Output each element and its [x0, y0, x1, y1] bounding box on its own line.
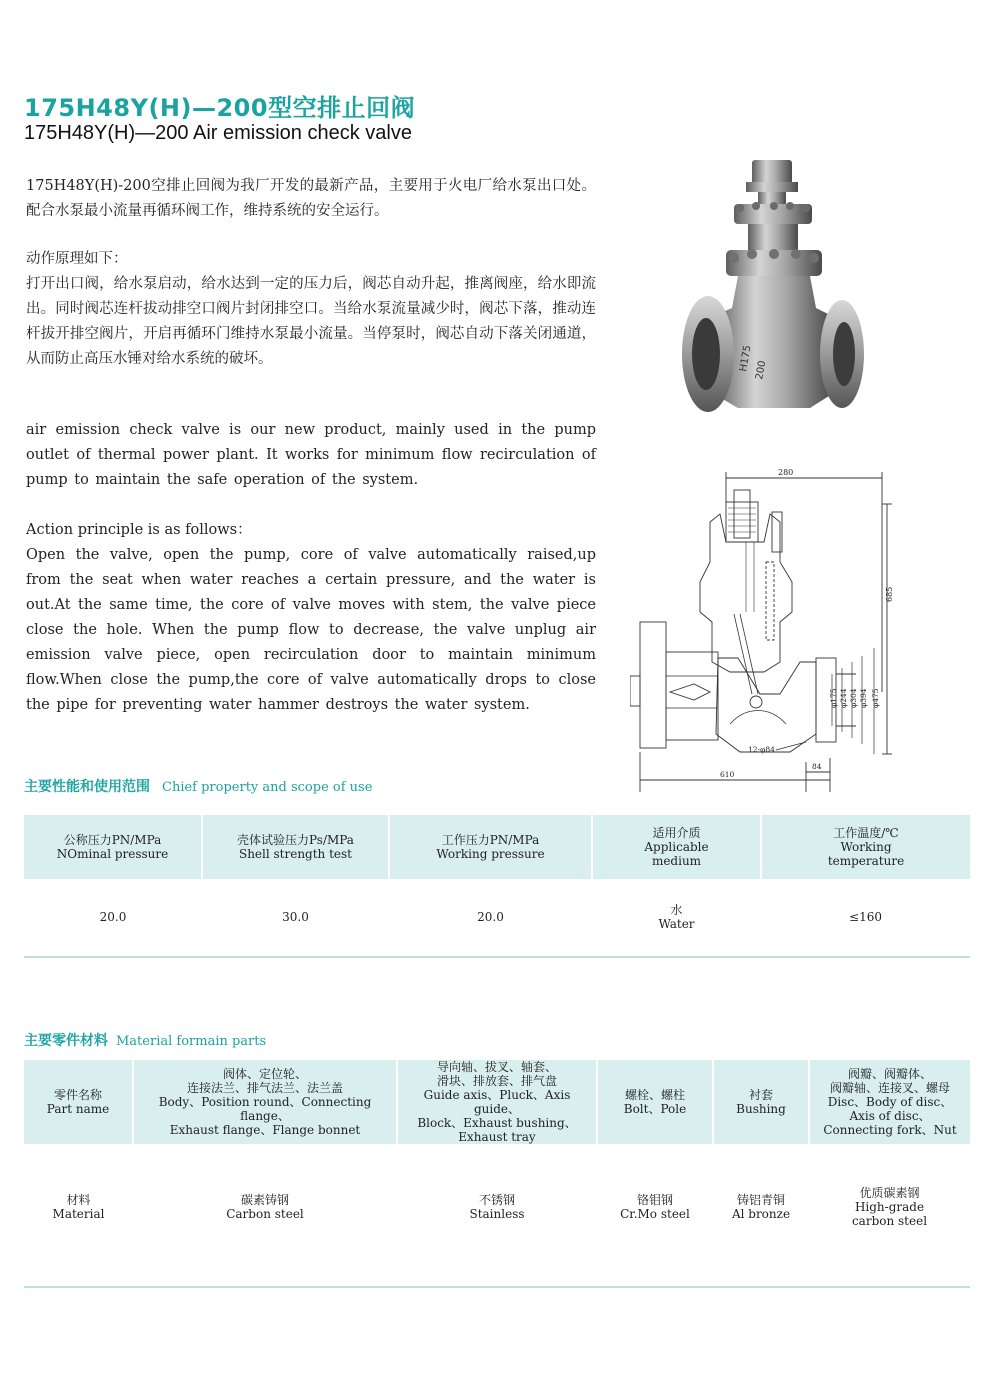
svg-text:200: 200 — [754, 359, 769, 381]
header-working-pressure: 工作压力PN/MPa Working pressure — [389, 815, 592, 879]
header-nominal-pressure: 公称压力PN/MPa NOminal pressure — [24, 815, 202, 879]
svg-text:H175: H175 — [738, 344, 754, 373]
value-working-pressure: 20.0 — [477, 910, 504, 924]
header-disc-parts: 阀瓣、阀瓣体、 阀瓣轴、连接叉、螺母 Disc、Body of disc、 Axis of disc、 Connecting fork、Nut — [809, 1060, 970, 1144]
materials-heading-en: Material formain parts — [116, 1034, 267, 1049]
page-title-cn: 175H48Y(H)—200型空排止回阀 — [24, 94, 416, 122]
header-shell-test: 壳体试验压力Ps/MPa Shell strength test — [202, 815, 389, 879]
value-material-label: 材料 Material — [52, 1193, 105, 1221]
properties-heading — [24, 776, 372, 796]
divider — [24, 1286, 970, 1288]
dim-d475: φ475 — [871, 688, 880, 708]
value-medium: 水 Water — [658, 903, 695, 931]
dim-84: 84 — [812, 762, 822, 771]
value-shell-test: 30.0 — [282, 910, 309, 924]
dim-280: 280 — [778, 468, 794, 477]
dim-685: 685 — [885, 586, 894, 602]
dim-d175: φ175 — [829, 688, 838, 708]
value-temperature: ≤160 — [849, 910, 882, 924]
divider — [24, 956, 970, 958]
header-part-name: 零件名称 Part name — [24, 1060, 133, 1144]
properties-table — [24, 815, 970, 955]
properties-heading-en: Chief property and scope of use — [162, 780, 373, 795]
header-body-parts: 阀体、定位轮、 连接法兰、排气法兰、法兰盖 Body、Position round、Connecting flange、 Exhaust flange、Flange bonnet — [133, 1060, 397, 1144]
materials-table — [24, 1060, 970, 1270]
dim-610: 610 — [720, 770, 735, 779]
principle-cn-heading: 动作原理如下： — [26, 251, 128, 267]
principle-en: Open the valve, open the pump, core of valve automatically raised,up from the seat when water reaches a certain pressure, and the water is out.At the same time, the core of valve moves with stem, the valve piece close the hole. When the pump flow to decrease, the valve unplug air emission valve piece, open recirculation door to maintain minimum flow.When close the pump,the core of valve automatically drops to close the pipe for preventing water hammer destroys the water system. — [26, 547, 596, 713]
dim-d394: φ394 — [859, 688, 868, 708]
properties-heading-cn: 主要性能和使用范围 — [24, 779, 150, 795]
valve-photo — [682, 158, 864, 430]
dim-d304: φ304 — [849, 688, 858, 708]
value-al-bronze: 铸铝青铜 Al bronze — [731, 1193, 791, 1221]
materials-heading — [24, 1030, 266, 1050]
dim-bolts: 12-φ84 — [748, 745, 775, 754]
value-stainless: 不锈钢 Stainless — [469, 1193, 525, 1221]
header-guide-parts: 导向轴、拔叉、轴套、 滑块、排放套、排气盘 Guide axis、Pluck、Axis guide、 Block、Exhaust bushing、 Exhaust tray — [397, 1060, 597, 1144]
header-bolts: 螺栓、螺柱 Bolt、Pole — [597, 1060, 713, 1144]
header-medium: 适用介质 Applicable medium — [592, 815, 761, 879]
intro-cn: 175H48Y(H)-200空排止回阀为我厂开发的最新产品，主要用于火电厂给水泵出口处。配合水泵最小流量再循环阀工作，维持系统的安全运行。 — [26, 178, 596, 219]
intro-en: air emission check valve is our new product, mainly used in the pump outlet of thermal power plant. It works for minimum flow recirculation of pump to maintain the safe operation of the system. — [26, 422, 596, 488]
valve-drawing — [630, 462, 898, 794]
page-title-en: 175H48Y(H)—200 Air emission check valve — [24, 122, 412, 144]
principle-en-heading: Action principle is as follows： — [26, 522, 252, 538]
principle-cn: 打开出口阀，给水泵启动，给水达到一定的压力后，阀芯自动升起，推离阀座，给水即流出。同时阀芯连杆拔动排空口阀片封闭排空口。当给水泵流量减少时，阀芯下落，推动连杆拔开排空阀片，开启再循环门维持水泵最小流量。当停泵时，阀芯自动下落关闭通道，从而防止高压水锤对给水系统的破坏。 — [26, 276, 596, 367]
value-crmo-steel: 铬钼钢 Cr.Mo steel — [620, 1193, 690, 1221]
header-bushing: 衬套 Bushing — [713, 1060, 809, 1144]
value-high-grade-steel: 优质碳素钢 High-grade carbon steel — [851, 1186, 928, 1228]
header-temperature: 工作温度/℃ Working temperature — [761, 815, 970, 879]
materials-heading-cn: 主要零件材料 — [24, 1033, 108, 1049]
materials-value-row — [24, 1144, 970, 1270]
value-carbon-steel: 碳素铸钢 Carbon steel — [226, 1193, 304, 1221]
materials-header-row — [24, 1060, 970, 1144]
properties-header-row — [24, 815, 970, 879]
properties-value-row — [24, 879, 970, 955]
value-nominal-pressure: 20.0 — [99, 910, 127, 924]
dim-d244: φ244 — [839, 688, 848, 708]
